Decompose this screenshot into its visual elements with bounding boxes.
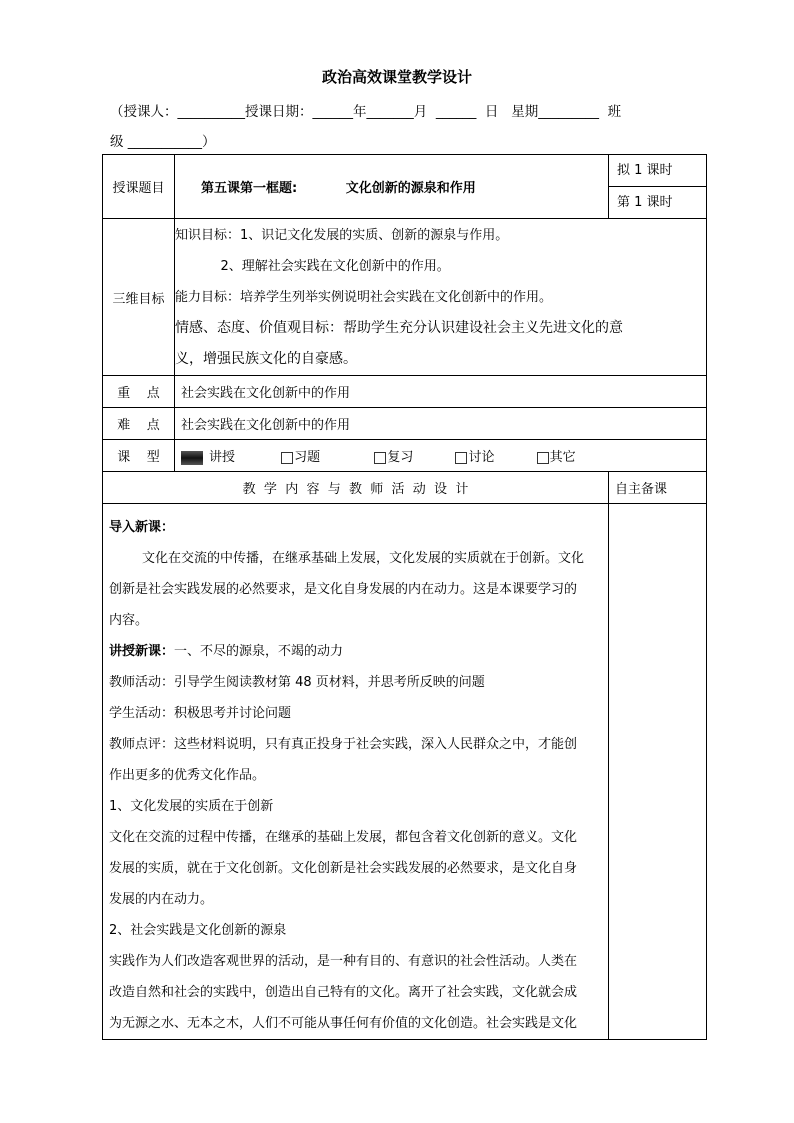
type-option-exercise[interactable]: 习题 [281,446,320,465]
content-text: 实践作为人们改造客观世界的活动，是一种有目的、有意识的社会性活动。人类在 [109,954,578,969]
content-line [109,853,602,884]
key-text: 社会实践在文化创新中的作用 [175,376,707,408]
goal-line: 义，增强民族文化的自豪感。 [175,350,357,367]
content-text: 内容。 [109,613,149,628]
content-text: 一、不尽的源泉，不竭的动力 [174,644,344,659]
goals-label: 三维目标 [103,219,175,376]
checkbox-icon [455,452,467,464]
checkbox-icon [281,452,293,464]
content-line [109,760,602,791]
content-text: 1、文化发展的实质在于创新 [109,799,274,814]
content-line [109,884,602,915]
difficult-label: 难 点 [103,408,175,440]
type-option-other[interactable]: 其它 [537,446,576,465]
content-line [109,1008,602,1039]
self-prep-header: 自主备课 [609,472,707,504]
goal-line: 知识目标：1、识记文化发展的实质、创新的源泉与作用。 [175,227,509,243]
topic-label: 授课题目 [103,155,175,219]
key-label: 重 点 [103,376,175,408]
checkbox-icon [537,452,549,464]
content-text: 作出更多的优秀文化作品。 [109,768,266,783]
content-line [109,605,602,636]
content-text: 发展的实质，就在于文化创新。文化创新是社会实践发展的必然要求，是文化自身 [109,861,578,876]
content-line [109,698,602,729]
content-text: 教师点评：这些材料说明，只有真正投身于社会实践，深入人民群众之中，才能创 [109,737,578,752]
type-label: 课 型 [103,440,175,472]
type-options [175,440,707,472]
type-option-review[interactable]: 复习 [374,446,413,465]
content-text: 发展的内在动力。 [109,892,214,907]
content-line [109,729,602,760]
topic-cell [175,155,609,219]
selected-checkbox-icon [181,451,203,465]
key-row [103,376,707,408]
content-body [103,504,608,1039]
content-text: 为无源之水、无本之木，人们不可能从事任何有价值的文化创造。社会实践是文化 [109,1016,578,1031]
type-option-discussion[interactable]: 讨论 [455,446,494,465]
content-line [109,946,602,977]
content-text: 创新是社会实践发展的必然要求，是文化自身发展的内在动力。这是本课要学习的 [109,582,578,597]
design-header: 教 学 内 容 与 教 师 活 动 设 计 [103,472,609,504]
document-title: 政治高效课堂教学设计 [321,68,472,86]
self-prep-cell [609,504,707,1040]
goal-line: 情感、态度、价值观目标：帮助学生充分认识建设社会主义先进文化的意 [175,319,623,336]
content-text: 改造自然和社会的实践中，创造出自己特有的文化。离开了社会实践，文化就会成 [109,985,578,1000]
hours-cell [609,155,707,219]
content-text: 2、社会实践是文化创新的源泉 [109,923,287,938]
goal-line: 能力目标：培养学生列举实例说明社会实践在文化创新中的作用。 [175,289,553,305]
goals-cell [175,219,707,376]
content-heading: 导入新课： [109,520,175,535]
difficult-text: 社会实践在文化创新中的作用 [175,408,707,440]
content-line [109,574,602,605]
lesson-plan-table [102,154,707,1040]
content-text: 学生活动：积极思考并讨论问题 [109,706,292,721]
content-line [109,977,602,1008]
content-heading: 讲授新课： [109,644,175,659]
content-line [109,543,602,574]
info-line-2: 级 ___________） [110,134,216,150]
content-text: 文化在交流的中传播，在继承基础上发展，文化发展的实质就在于创新。文化 [109,551,585,566]
content-line [109,791,602,822]
content-line [109,822,602,853]
goal-line: 2、理解社会实践在文化创新中的作用。 [175,258,450,274]
content-text: 文化在交流的过程中传播，在继承的基础上发展，都包含着文化创新的意义。文化 [109,830,578,845]
goals-row [103,219,707,376]
type-option-lecture[interactable]: 讲授 [181,446,235,465]
info-line-1: （授课人：__________授课日期：______年_______月 ______ 日 星期_________ 班 [110,104,622,120]
content-line [109,915,602,946]
topic-title: 文化创新的源泉和作用 [345,181,476,196]
difficult-row [103,408,707,440]
topic-row [103,155,707,219]
design-header-row [103,472,707,504]
nth-hour: 第 1 课时 [617,195,673,210]
content-cell [103,504,609,1040]
content-line [109,512,602,543]
content-line [109,636,602,667]
checkbox-icon [374,452,386,464]
content-row [103,504,707,1040]
content-text: 教师活动：引导学生阅读教材第 48 页材料，并思考所反映的问题 [109,675,485,690]
content-line [109,667,602,698]
plan-hours: 拟 1 课时 [609,155,706,187]
type-row [103,440,707,472]
topic-prefix: 第五课第一框题: [201,181,298,196]
